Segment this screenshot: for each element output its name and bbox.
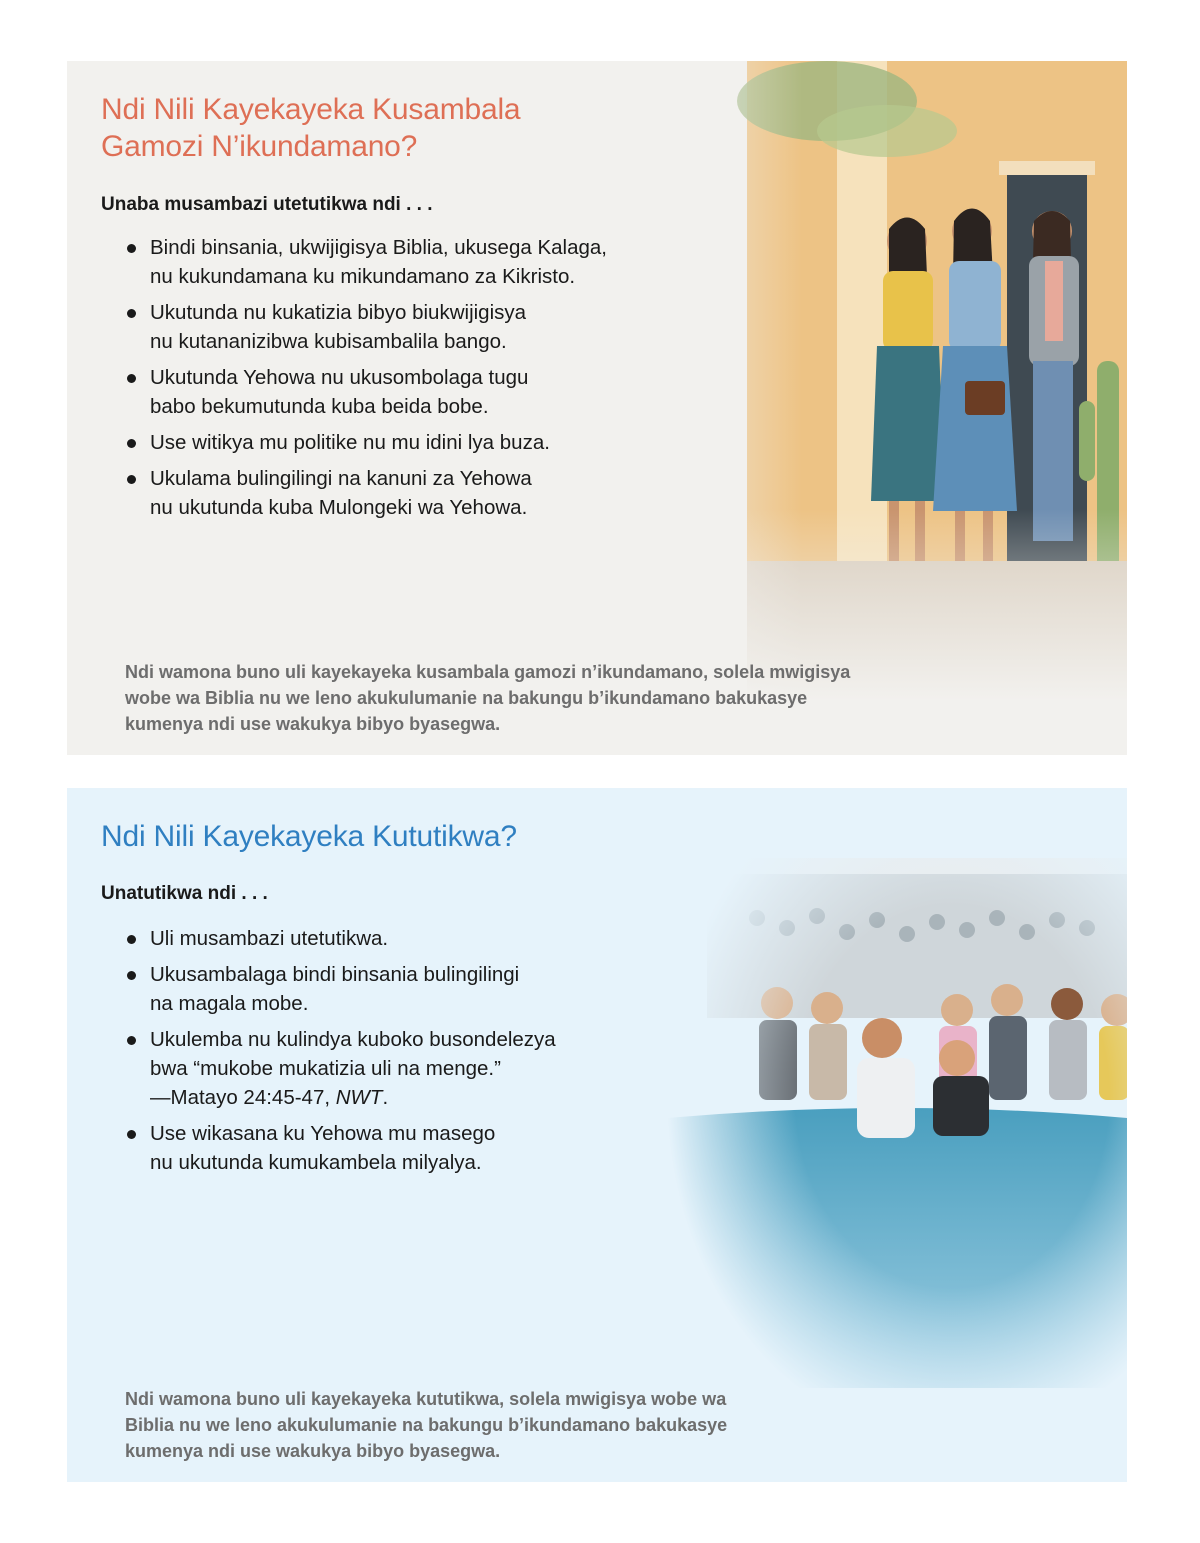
- footnote-line: Biblia nu we leno akukulumanie na bakungu b’ikundamano bakukasye: [125, 1415, 728, 1435]
- list-item: [125, 428, 685, 457]
- list-item-line: Ukusambalaga bindi binsania bulingilingi: [150, 963, 520, 986]
- list-item: [125, 233, 685, 291]
- list-item-line: babo bekumutunda kuba beida bobe.: [150, 395, 489, 418]
- list-item: [125, 363, 685, 421]
- reference-tail: .: [382, 1086, 389, 1109]
- footnote-line: Ndi wamona buno uli kayekayeka kusambala gamozi n’ikundamano, solela mwigisya: [125, 662, 851, 682]
- card-title: [101, 91, 520, 165]
- baptism-illustration: [667, 828, 1127, 1388]
- list-item-line: nu kutananizibwa kubisambalila bango.: [150, 330, 507, 353]
- list-item: [125, 464, 685, 522]
- baptism-readiness-card: [67, 788, 1127, 1482]
- list-item-line: Bindi binsania, ukwijigisya Biblia, ukusega Kalaga,: [150, 236, 607, 259]
- card-subhead: Unatutikwa ndi . . .: [101, 883, 268, 904]
- list-item-line: nu ukutunda kuba Mulongeki wa Yehowa.: [150, 496, 528, 519]
- title-line: Ndi Nili Kayekayeka Kusambala: [101, 93, 521, 126]
- list-item: [125, 960, 685, 1018]
- meeting-readiness-card: [67, 61, 1127, 755]
- reference-text: —Matayo 24:45-47,: [150, 1086, 336, 1109]
- footnote-line: Ndi wamona buno uli kayekayeka kututikwa, solela mwigisya wobe wa: [125, 1389, 727, 1409]
- card-title: Ndi Nili Kayekayeka Kututikwa?: [101, 820, 517, 853]
- list-item-line: nu kukundamana ku mikundamano za Kikristo.: [150, 265, 576, 288]
- footnote-line: kumenya ndi use wakukya bibyo byasegwa.: [125, 1441, 501, 1461]
- list-item-line: bwa “mukobe mukatizia uli na menge.”: [150, 1057, 501, 1080]
- footnote-line: kumenya ndi use wakukya bibyo byasegwa.: [125, 714, 501, 734]
- ministry-illustration: [627, 61, 1127, 701]
- card-footnote: [125, 659, 945, 737]
- requirements-list: [125, 924, 685, 1184]
- list-item-line: nu ukutunda kumukambela milyalya.: [150, 1151, 482, 1174]
- list-item-line: na magala mobe.: [150, 992, 309, 1015]
- card-footnote: [125, 1386, 945, 1464]
- list-item-line: Use witikya mu politike nu mu idini lya buza.: [150, 431, 550, 454]
- list-item: [125, 1119, 685, 1177]
- list-item-line: Uli musambazi utetutikwa.: [150, 927, 389, 950]
- scripture-reference: [150, 1083, 685, 1112]
- list-item-line: Ukulama bulingilingi na kanuni za Yehowa: [150, 467, 532, 490]
- reference-version: NWT: [335, 1086, 383, 1109]
- list-item: [125, 924, 685, 953]
- list-item: [125, 298, 685, 356]
- list-item-line: Use wikasana ku Yehowa mu masego: [150, 1122, 496, 1145]
- list-item: [125, 1025, 685, 1112]
- footnote-line: wobe wa Biblia nu we leno akukulumanie na bakungu b’ikundamano bakukasye: [125, 688, 808, 708]
- list-item-line: Ukulemba nu kulindya kuboko busondelezya: [150, 1028, 556, 1051]
- requirements-list: [125, 233, 685, 529]
- card-subhead: Unaba musambazi utetutikwa ndi . . .: [101, 194, 433, 215]
- list-item-line: Ukutunda nu kukatizia bibyo biukwijigisya: [150, 301, 527, 324]
- list-item-line: Ukutunda Yehowa nu ukusombolaga tugu: [150, 366, 529, 389]
- title-line: Gamozi N’ikundamano?: [101, 130, 418, 163]
